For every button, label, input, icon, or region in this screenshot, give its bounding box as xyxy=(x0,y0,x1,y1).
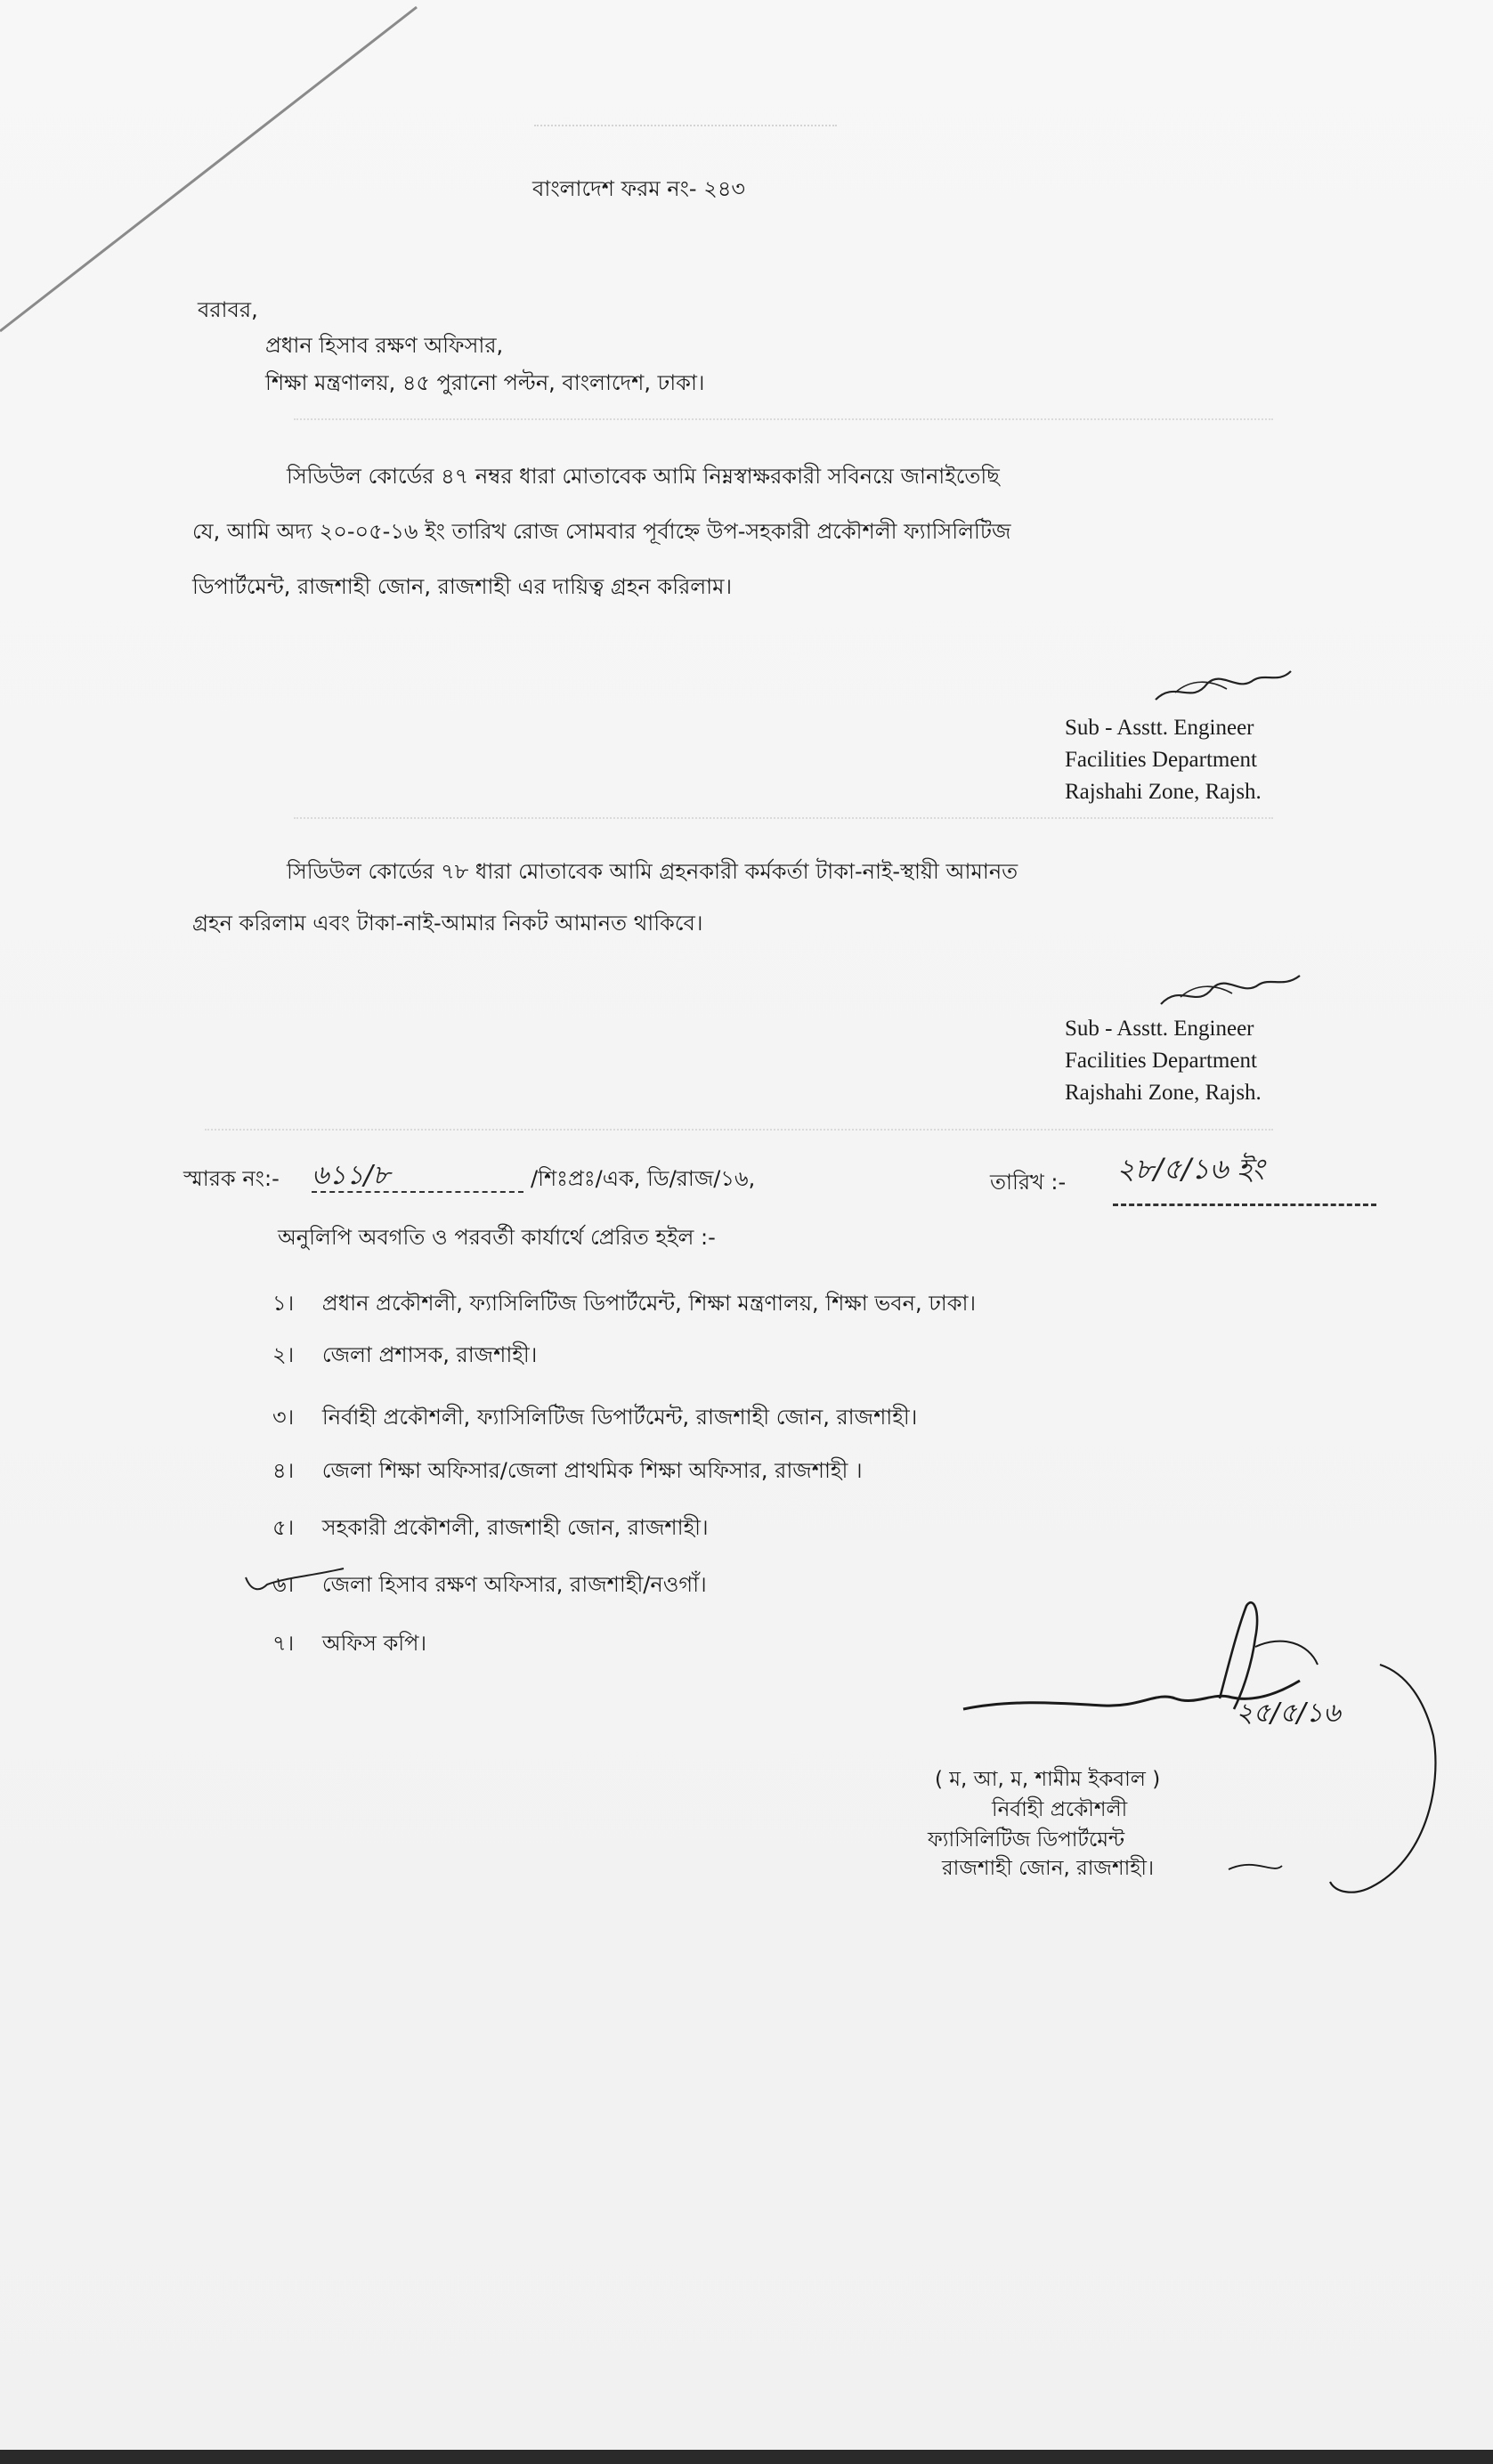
issuer-title: নির্বাহী প্রকৌশলী xyxy=(992,1798,1128,1821)
memo-handwritten-number: ৬১১/৮ xyxy=(312,1160,391,1191)
item-number: ৪। xyxy=(272,1458,295,1483)
page-fold-mark xyxy=(0,0,427,338)
distribution-item-4 xyxy=(272,1455,863,1490)
bleed-through-mark xyxy=(294,817,1273,828)
handwritten-date: ২৮/৫/১৬ ইং xyxy=(1116,1152,1265,1186)
seal-1-designation: Sub - Asstt. Engineer xyxy=(1065,716,1254,740)
recipient-line-2: শিক্ষা মন্ত্রণালয়, ৪৫ পুরানো পল্টন, বাংলাদেশ, ঢাকা। xyxy=(265,370,705,395)
item-number: ৭। xyxy=(272,1631,295,1656)
distribution-item-5 xyxy=(272,1512,709,1547)
item-text: প্রধান প্রকৌশলী, ফ্যাসিলিটিজ ডিপার্টমেন্ট, শিক্ষা মন্ত্রণালয়, শিক্ষা ভবন, ঢাকা। xyxy=(321,1291,977,1316)
signature-date: ২৫/৫/১৬ xyxy=(1236,1698,1341,1729)
issuer-name: ( ম, আ, ম, শামীম ইকবাল ) xyxy=(935,1768,1161,1791)
issuer-zone: রাজশাহী জোন, রাজশাহী। xyxy=(942,1857,1155,1880)
item-number: ৩। xyxy=(272,1405,295,1430)
item-number: ৬। xyxy=(272,1572,295,1597)
seal-2-department: Facilities Department xyxy=(1065,1049,1257,1073)
handover-paragraph-line-2: যে, আমি অদ্য ২০-০৫-১৬ ইং তারিখ রোজ সোমবার পূর্বাহ্নে উপ-সহকারী প্রকৌশলী ফ্যাসিলিটিজ xyxy=(192,519,1011,544)
distribution-item-2 xyxy=(272,1339,537,1374)
seal-2-designation: Sub - Asstt. Engineer xyxy=(1065,1017,1254,1041)
handover-paragraph-line-1: সিডিউল কোর্ডের ৪৭ নম্বর ধারা মোতাবেক আমি নিম্নস্বাক্ষরকারী সবিনয়ে জানাইতেছি xyxy=(287,464,1000,489)
recipient-line-1: প্রধান হিসাব রক্ষণ অফিসার, xyxy=(265,333,504,358)
item-text: সহকারী প্রকৌশলী, রাজশাহী জোন, রাজশাহী। xyxy=(321,1515,709,1540)
seal-1-department: Facilities Department xyxy=(1065,748,1257,772)
item-number: ২। xyxy=(272,1342,295,1367)
date-label: তারিখ :- xyxy=(990,1170,1067,1195)
distribution-item-3 xyxy=(272,1401,917,1437)
item-text: নির্বাহী প্রকৌশলী, ফ্যাসিলিটিজ ডিপার্টমেন্ট, রাজশাহী জোন, রাজশাহী। xyxy=(321,1405,918,1430)
salutation: বরাবর, xyxy=(198,297,258,322)
sub-asstt-engineer-seal-1 xyxy=(1065,712,1262,808)
initials-signature-1 xyxy=(1148,653,1309,716)
item-number: ৫। xyxy=(272,1515,295,1540)
item-number: ১। xyxy=(272,1291,295,1316)
form-number: বাংলাদেশ ফরম নং- ২৪৩ xyxy=(532,176,745,201)
issuer-department: ফ্যাসিলিটিজ ডিপার্টমেন্ট xyxy=(928,1828,1125,1852)
handover-paragraph-line-3: ডিপার্টমেন্ট, রাজশাহী জোন, রাজশাহী এর দায়িত্ব গ্রহন করিলাম। xyxy=(192,574,733,599)
distribution-item-7 xyxy=(272,1627,426,1663)
scan-bottom-edge xyxy=(0,2450,1493,2464)
initials-signature-2 xyxy=(1154,956,1314,1018)
item-text: জেলা শিক্ষা অফিসার/জেলা প্রাথমিক শিক্ষা অফিসার, রাজশাহী । xyxy=(321,1458,863,1483)
bleed-through-mark xyxy=(534,125,837,139)
sub-asstt-engineer-seal-2 xyxy=(1065,1013,1262,1109)
memo-reference: /শিঃপ্রঃ/এক, ডি/রাজ/১৬, xyxy=(531,1166,756,1191)
memo-number-underline xyxy=(312,1191,523,1193)
bleed-through-mark xyxy=(205,1129,1273,1139)
seal-2-zone: Rajshahi Zone, Rajsh. xyxy=(1065,1081,1262,1105)
item-text: জেলা প্রশাসক, রাজশাহী। xyxy=(321,1342,538,1367)
bleed-through-mark xyxy=(294,418,1273,429)
item-text: অফিস কপি। xyxy=(321,1631,427,1656)
memo-label: স্মারক নং:- xyxy=(183,1166,280,1191)
distribution-item-1 xyxy=(272,1287,976,1323)
date-underline xyxy=(1113,1204,1376,1206)
item-text: জেলা হিসাব রক্ষণ অফিসার, রাজশাহী/নওগাঁ। xyxy=(321,1572,707,1597)
seal-1-zone: Rajshahi Zone, Rajsh. xyxy=(1065,780,1262,804)
distribution-heading: অনুলিপি অবগতি ও পরবর্তী কার্যার্থে প্রেরিত হইল :- xyxy=(278,1225,716,1250)
cash-paragraph-line-1: সিডিউল কোর্ডের ৭৮ ধারা মোতাবেক আমি গ্রহনকারী কর্মকর্তা টাকা-নাই-স্থায়ী আমানত xyxy=(287,859,1018,884)
tick-mark-item-6 xyxy=(242,1565,349,1597)
cash-paragraph-line-2: গ্রহন করিলাম এবং টাকা-নাই-আমার নিকট আমানত থাকিবে। xyxy=(192,911,703,936)
